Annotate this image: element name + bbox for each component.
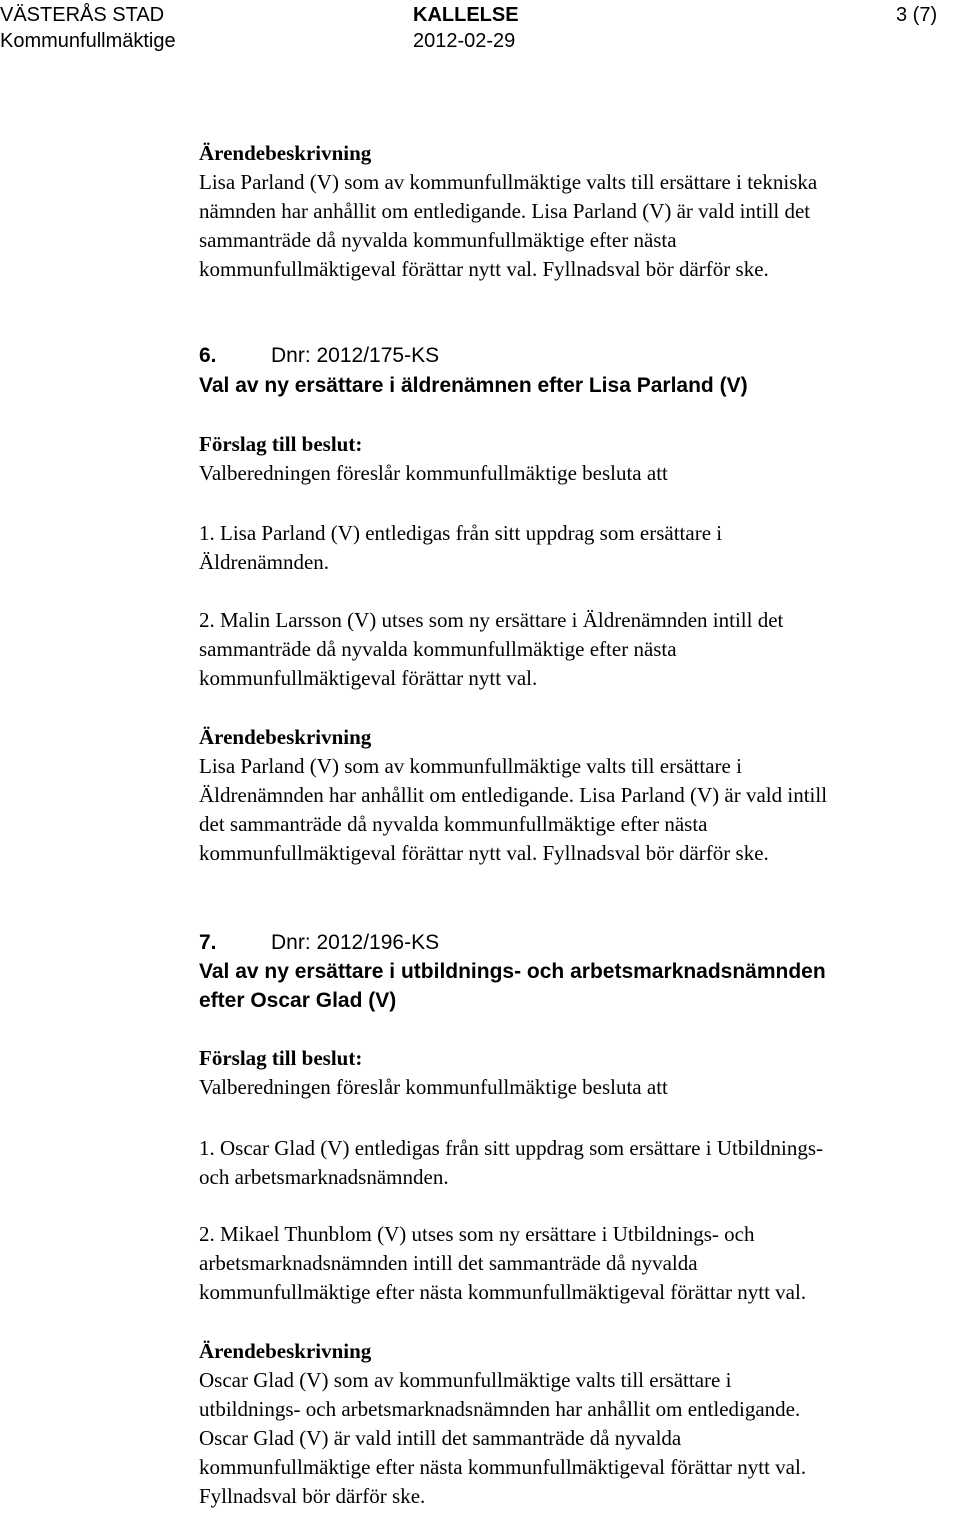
item7-dnr: Dnr: 2012/196-KS — [271, 931, 440, 954]
item7-point2-line: arbetsmarknadsnämnden intill det sammanträde då nyvalda — [199, 1251, 698, 1275]
item7-desc-line: Oscar Glad (V) som av kommunfullmäktige valts till ersättare i — [199, 1368, 732, 1392]
item7-point2-line: kommunfullmäktige efter nästa kommunfullmäktigeval förättar nytt val. — [199, 1280, 807, 1304]
item6-title-line: Val av ny ersättare i äldrenämnen efter Lisa Parland (V) — [199, 374, 748, 397]
item7-point2-line: 2. Mikael Thunblom (V) utses som ny ersättare i Utbildnings- och — [199, 1222, 755, 1246]
item7-proposal — [199, 1044, 668, 1102]
item6-point1-line: Äldrenämnden. — [199, 550, 330, 574]
item7-proposal-intro: Valberedningen föreslår kommunfullmäktige besluta att — [199, 1075, 668, 1099]
item6-point2-line: sammanträde då nyvalda kommunfullmäktige efter nästa — [199, 637, 677, 661]
item6-number: 6. — [199, 344, 217, 367]
item6-proposal-heading: Förslag till beslut: — [199, 432, 363, 456]
intro-line: Lisa Parland (V) som av kommunfullmäktige valts till ersättare i tekniska — [199, 170, 818, 194]
intro-section — [199, 139, 817, 284]
item7-point1-line: 1. Oscar Glad (V) entledigas från sitt uppdrag som ersättare i Utbildnings- — [199, 1136, 824, 1160]
intro-line: nämnden har anhållit om entledigande. Lisa Parland (V) är vald intill det — [199, 199, 811, 223]
item7-desc-line: Fyllnadsval bör därför ske. — [199, 1484, 426, 1508]
item7-title-line: efter Oscar Glad (V) — [199, 989, 397, 1012]
item7-title-line: Val av ny ersättare i utbildnings- och arbetsmarknadsnämnden — [199, 960, 826, 983]
item6-desc-line: det sammanträde då nyvalda kommunfullmäktige efter nästa — [199, 812, 708, 836]
item6-desc-line: Äldrenämnden har anhållit om entledigande. Lisa Parland (V) är vald intill — [199, 783, 828, 807]
item6-proposal-intro: Valberedningen föreslår kommunfullmäktige besluta att — [199, 461, 668, 485]
item7-point2 — [199, 1220, 806, 1307]
item7-desc-line: kommunfullmäktige efter nästa kommunfullmäktigeval förättar nytt val. — [199, 1455, 807, 1479]
item6-description — [199, 723, 827, 868]
item7-number: 7. — [199, 931, 217, 954]
item7-desc-line: Oscar Glad (V) är vald intill det sammanträde då nyvalda — [199, 1426, 682, 1450]
item7-desc-heading: Ärendebeskrivning — [199, 1339, 372, 1363]
item7-proposal-heading: Förslag till beslut: — [199, 1046, 363, 1070]
item6-point2-line: kommunfullmäktigeval förättar nytt val. — [199, 666, 538, 690]
item6-point2 — [199, 606, 783, 693]
item7-point1-line: och arbetsmarknadsnämnden. — [199, 1165, 449, 1189]
item6-heading — [199, 341, 439, 370]
item6-point1-line: 1. Lisa Parland (V) entledigas från sitt uppdrag som ersättare i — [199, 521, 723, 545]
header-page: 3 (7) — [896, 4, 938, 26]
item7-heading — [199, 928, 439, 957]
item7-description — [199, 1337, 806, 1511]
item6-point2-line: 2. Malin Larsson (V) utses som ny ersättare i Äldrenämnden intill det — [199, 608, 784, 632]
item7-desc-line: utbildnings- och arbetsmarknadsnämnden har anhållit om entledigande. — [199, 1397, 801, 1421]
header-doc-type: KALLELSE — [413, 4, 519, 26]
intro-heading: Ärendebeskrivning — [199, 141, 372, 165]
item6-desc-line: kommunfullmäktigeval förättar nytt val. Fyllnadsval bör därför ske. — [199, 841, 769, 865]
item6-proposal — [199, 430, 668, 488]
item7-title — [199, 957, 826, 1015]
intro-line: kommunfullmäktigeval förättar nytt val. Fyllnadsval bör därför ske. — [199, 257, 769, 281]
item6-title — [199, 371, 748, 400]
item6-dnr: Dnr: 2012/175-KS — [271, 344, 440, 367]
item6-desc-heading: Ärendebeskrivning — [199, 725, 372, 749]
item6-point1 — [199, 519, 722, 577]
item6-desc-line: Lisa Parland (V) som av kommunfullmäktige valts till ersättare i — [199, 754, 742, 778]
header-body-name: Kommunfullmäktige — [0, 30, 176, 52]
item7-point1 — [199, 1134, 823, 1192]
header-org: VÄSTERÅS STAD — [0, 4, 165, 26]
header-date: 2012-02-29 — [413, 30, 516, 52]
intro-line: sammanträde då nyvalda kommunfullmäktige efter nästa — [199, 228, 677, 252]
